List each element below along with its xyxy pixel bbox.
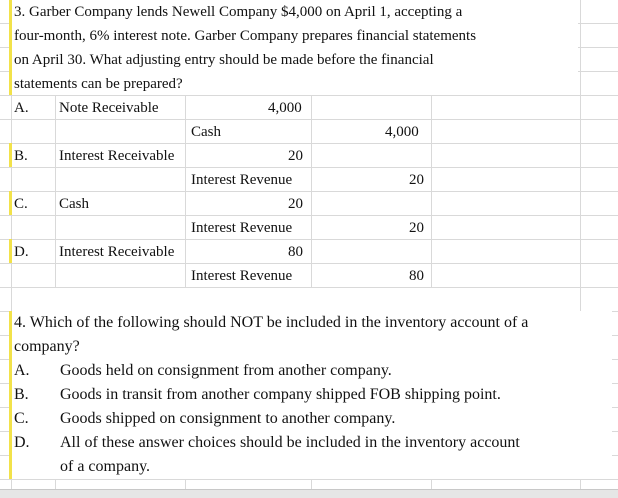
credit-amount: 20 xyxy=(409,220,424,236)
debit-account: Cash xyxy=(59,196,89,212)
debit-amount: 4,000 xyxy=(268,100,302,116)
gridline xyxy=(185,95,186,287)
option-text-continued: of a company. xyxy=(60,458,151,475)
gridline xyxy=(0,287,618,288)
gridline xyxy=(0,263,618,264)
gridline xyxy=(185,479,186,489)
question4-line2: company? xyxy=(14,338,80,355)
option-letter: B. xyxy=(14,148,28,164)
debit-amount: 80 xyxy=(288,244,303,260)
gridline xyxy=(0,119,618,120)
selection-highlight xyxy=(9,239,12,263)
gridline xyxy=(0,239,618,240)
option-letter: D. xyxy=(14,244,29,260)
gridline xyxy=(311,479,312,489)
credit-account: Interest Revenue xyxy=(191,268,293,284)
question4-line1: 4. Which of the following should NOT be included in the inventory account of a xyxy=(14,314,529,331)
gridline xyxy=(0,479,618,480)
gridline xyxy=(0,167,618,168)
debit-amount: 20 xyxy=(288,196,303,212)
gridline xyxy=(311,95,312,287)
credit-account: Interest Revenue xyxy=(191,220,293,236)
selection-highlight xyxy=(9,143,12,167)
debit-amount: 20 xyxy=(288,148,303,164)
option-letter: A. xyxy=(14,100,29,116)
credit-account: Cash xyxy=(191,124,221,140)
option-letter: C. xyxy=(14,196,28,212)
option-text: Goods held on consignment from another company. xyxy=(60,362,392,379)
gridline xyxy=(0,215,618,216)
option-letter: A. xyxy=(14,362,30,379)
credit-amount: 80 xyxy=(409,268,424,284)
debit-account: Interest Receivable xyxy=(59,148,175,164)
question3-line1: 3. Garber Company lends Newell Company $4,000 on April 1, accepting a xyxy=(14,4,463,20)
question3-line4: statements can be prepared? xyxy=(14,76,183,92)
option-text: Goods in transit from another company shipped FOB shipping point. xyxy=(60,386,501,403)
gridline xyxy=(580,0,581,311)
gridline xyxy=(580,479,581,489)
credit-account: Interest Revenue xyxy=(191,172,293,188)
gridline xyxy=(431,95,432,287)
selection-highlight xyxy=(9,191,12,215)
question3-line2: four-month, 6% interest note. Garber Company prepares financial statements xyxy=(14,28,477,44)
credit-amount: 20 xyxy=(409,172,424,188)
gridline xyxy=(0,143,618,144)
gridline xyxy=(0,191,618,192)
option-letter: D. xyxy=(14,434,30,451)
gridline xyxy=(55,95,56,287)
credit-amount: 4,000 xyxy=(385,124,419,140)
option-letter: C. xyxy=(14,410,29,427)
selection-highlight xyxy=(9,0,12,95)
debit-account: Note Receivable xyxy=(59,100,159,116)
selection-highlight xyxy=(9,311,12,479)
question3-line3: on April 30. What adjusting entry should be made before the financial xyxy=(14,52,434,68)
option-text: Goods shipped on consignment to another company. xyxy=(60,410,396,427)
debit-account: Interest Receivable xyxy=(59,244,175,260)
gridline xyxy=(55,479,56,489)
gridline xyxy=(431,479,432,489)
option-text: All of these answer choices should be included in the inventory account xyxy=(60,434,520,451)
option-letter: B. xyxy=(14,386,29,403)
gridline xyxy=(0,95,618,96)
